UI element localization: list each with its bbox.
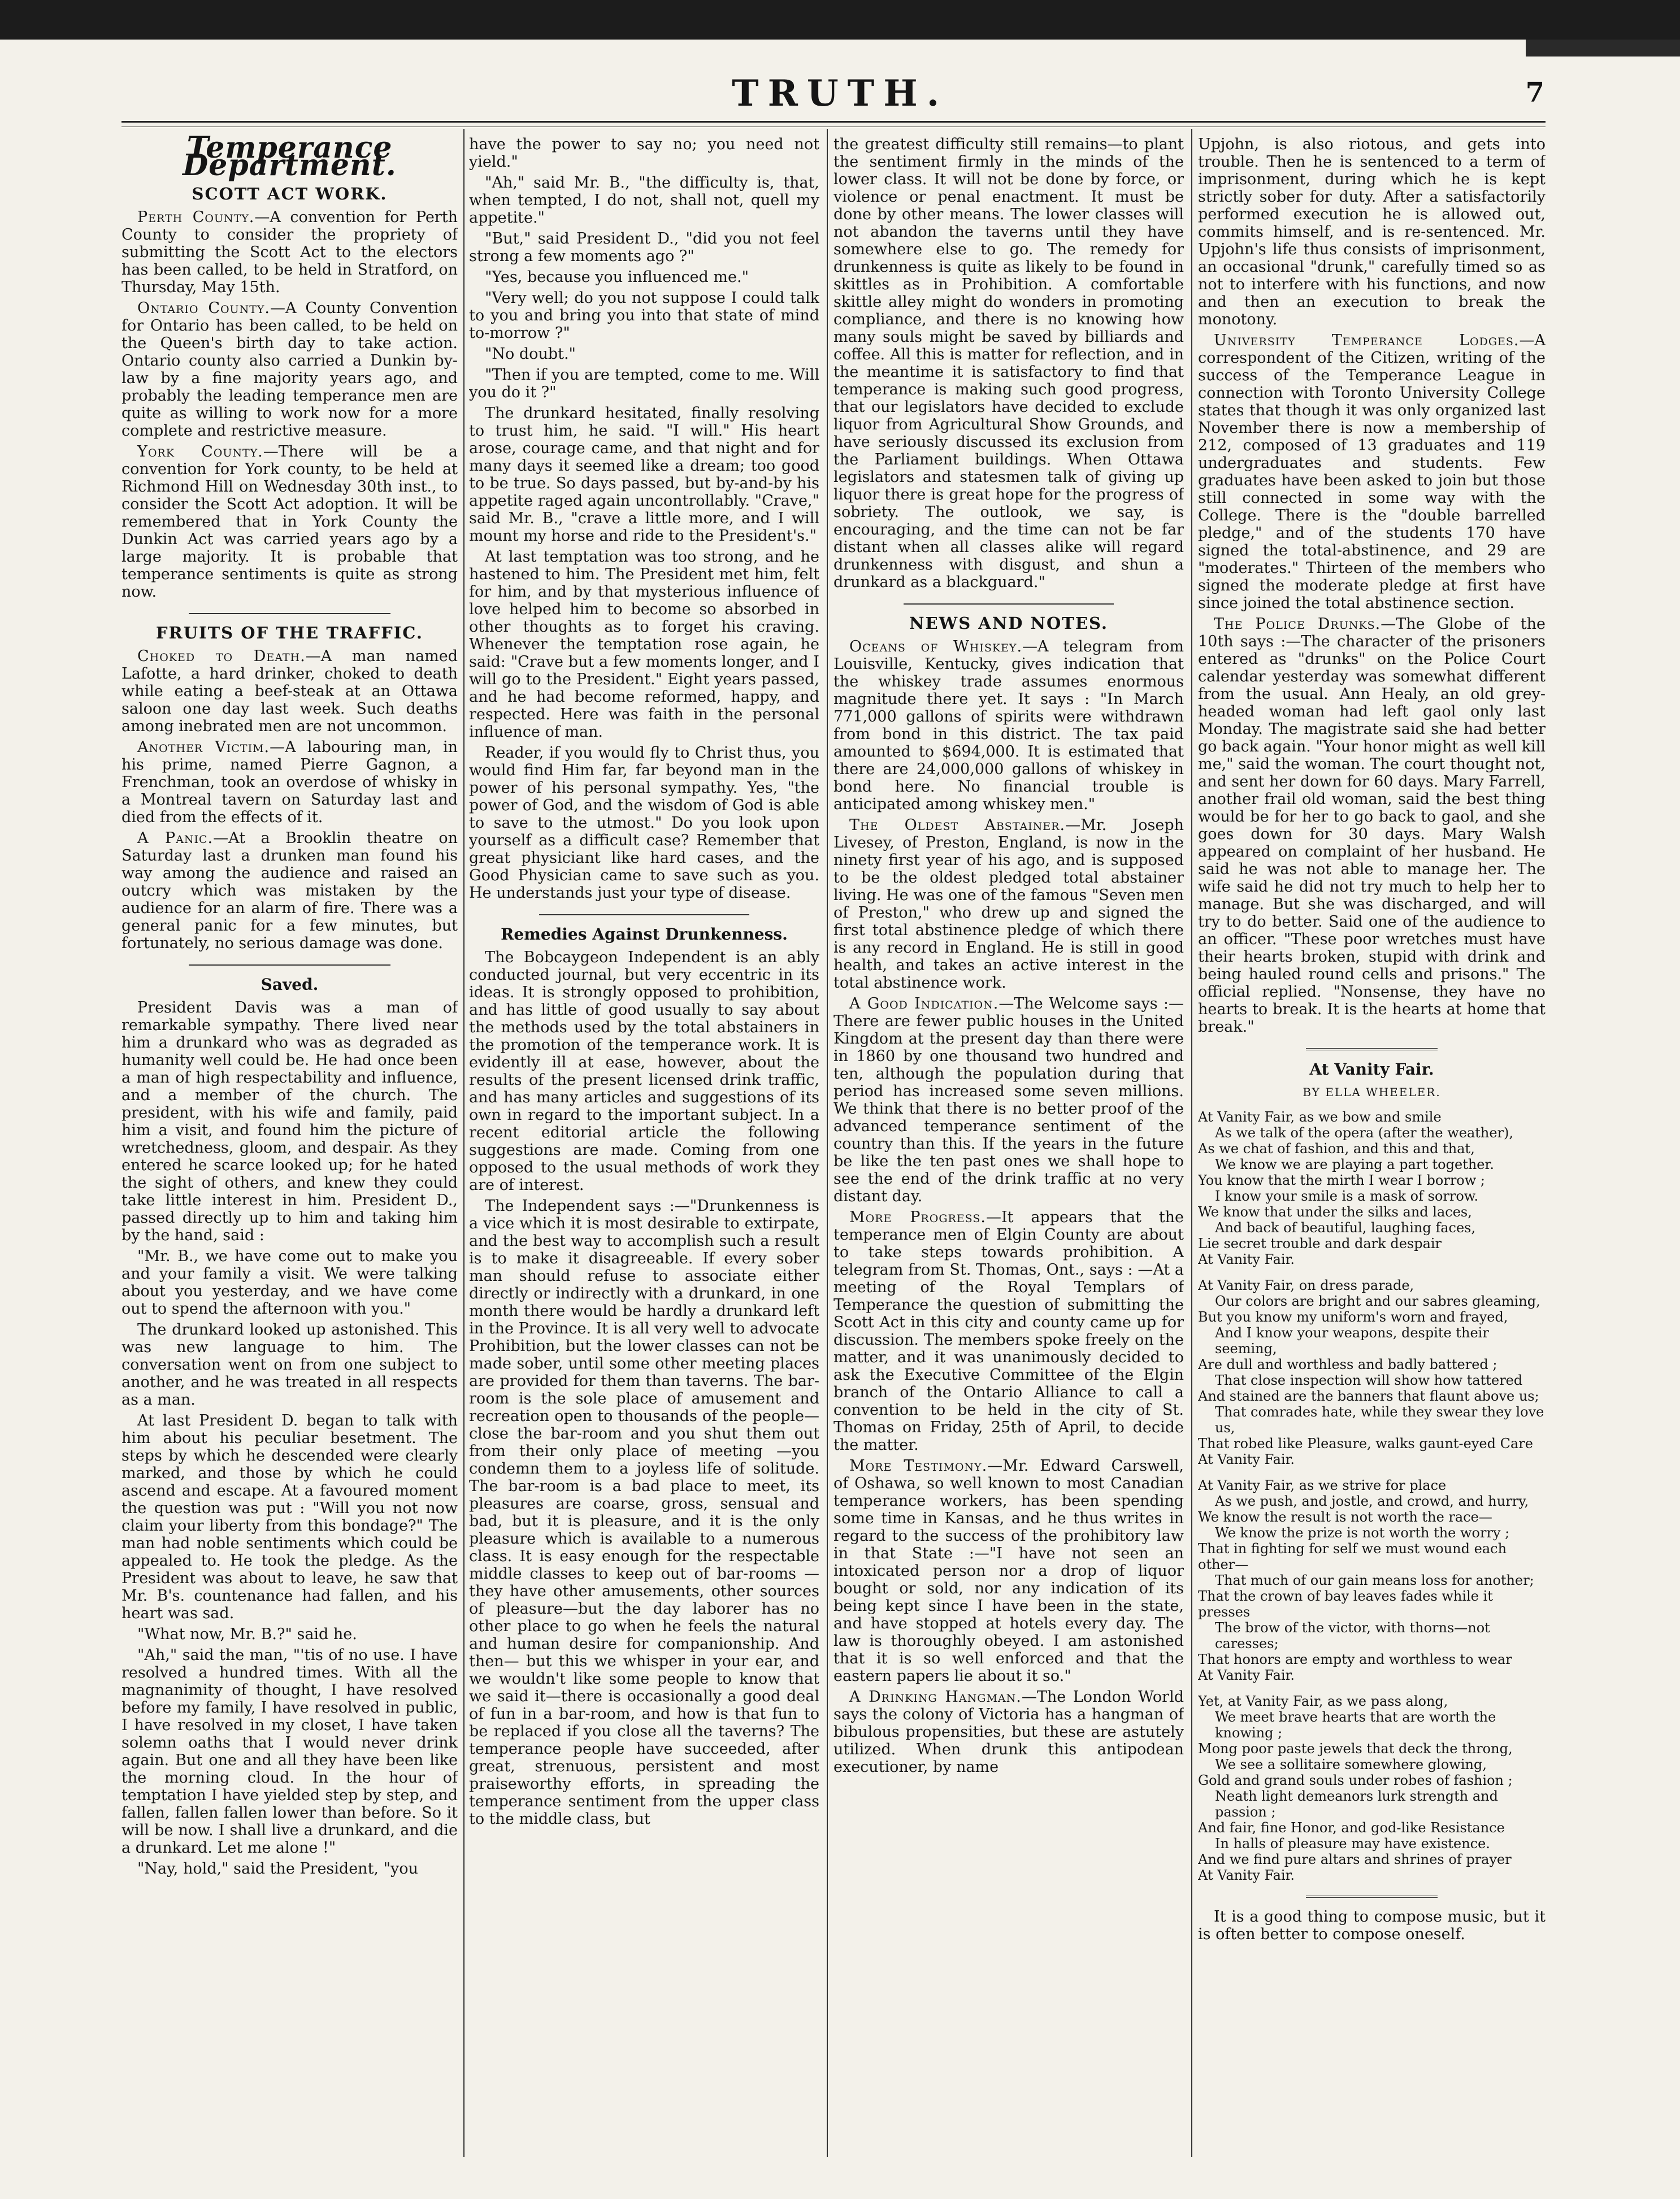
poem-line: We know we are playing a part together. <box>1215 1157 1494 1172</box>
column-divider <box>1191 129 1192 2157</box>
poem-line: We see a sollitaire somewhere glowing, <box>1215 1757 1487 1772</box>
poem-line: That much of our gain means loss for another; <box>1215 1572 1534 1588</box>
item-text: —A convention for Perth County to consider the propriety of submitting the Scott Act to the electors has been called, to be held in Stratford, on Thursday, May 15th. <box>121 208 458 296</box>
poem-byline: BY ELLA WHEELER. <box>1303 1085 1441 1099</box>
paragraph: Reader, if you would fly to Christ thus, you would find Him far, far beyond man in the power of his personal sympathy. Yes, "the power of God, and the wisdom of God is able to save to the utmost." Do you look upon yourself as a difficult case? Remember that great physiciant like hard cases, and the Good Physician came to save such as you. He understands just your type of disease. <box>469 744 819 902</box>
item-text: —A correspondent of the Citizen, writing of the success of the Temperance League in connection with Toronto University College states that though it was only organized last November there is now a membership of 212, composed of 13 graduates and 119 undergraduates and students. Few graduates have been asked to join but those still connected in some way with the College. There is the "double barrelled pledge," and of the students 170 have signed the total-abstinence, and 29 are "moderates." Thirteen of the members who signed the moderate pledge at first have since joined the total abstinence section. <box>1198 332 1546 612</box>
poem-line: Lie secret trouble and dark despair <box>1198 1236 1442 1251</box>
poem-line: At Vanity Fair. <box>1198 1867 1295 1883</box>
page-number: 7 <box>1525 77 1544 108</box>
column-divider <box>827 129 828 2157</box>
poem-line: At Vanity Fair, as we strive for place <box>1198 1477 1447 1493</box>
poem-title: At Vanity Fair. <box>1309 1060 1434 1079</box>
item-text: —The Welcome says :—There are fewer public houses in the United Kingdom at the present day than there were in 1860 by one thousand two hundred and ten, although the population during that period has increased some seven millions. We think that there is no better proof of the advanced temperance sentiment of the country than this. If the years in the future be like the ten past ones we shall hope to see the end of the drink traffic at no very distant day. <box>834 995 1184 1205</box>
item-lead: Ontario County. <box>137 299 270 317</box>
poem-line: We meet brave hearts that are worth the knowing ; <box>1215 1709 1496 1741</box>
paragraph: "What now, Mr. B.?" said he. <box>137 1626 357 1643</box>
poem-line: But you know my uniform's worn and frayed, <box>1198 1309 1508 1325</box>
poem-line: The brow of the victor, with thorns—not caresses; <box>1215 1620 1490 1652</box>
poem-line: We know the result is not worth the race— <box>1198 1509 1492 1525</box>
ornamental-separator <box>1306 1048 1438 1050</box>
column-4 <box>1198 136 1546 2153</box>
paragraph <box>834 638 1184 813</box>
poem-line: Yet, at Vanity Fair, as we pass along, <box>1198 1693 1448 1709</box>
item-lead: The Oldest Abstainer. <box>849 816 1066 834</box>
poem-line: And back of beautiful, laughing faces, <box>1215 1220 1476 1236</box>
section-heading: FRUITS OF THE TRAFFIC. <box>156 623 423 642</box>
paragraph: At last temptation was too strong, and he hastened to him. The President met him, felt for him, and by that mysterious influence of love helped him to become so absorbed in other thoughts as to forget his craving. Whenever the temptation rose again, he said: "Crave but a few moments longer, and I will go to the President." Eight years passed, and he had become reformed, happy, and respected. Here was faith in the personal influence of man. <box>469 548 819 741</box>
newspaper-title: TRUTH. <box>732 72 948 115</box>
paragraph: "Very well; do you not suppose I could talk to you and bring you into that state of mind to-morrow ?" <box>469 289 819 342</box>
paragraph: "Yes, because you influenced me." <box>485 268 749 286</box>
poem-line: That honors are empty and worthless to wear <box>1198 1652 1512 1667</box>
item-lead: York County. <box>137 443 263 460</box>
poem-line: And fair, fine Honor, and god-like Resistance <box>1198 1820 1505 1836</box>
column-1 <box>121 136 458 2153</box>
paragraph <box>121 829 458 952</box>
paragraph <box>834 1688 1184 1776</box>
item-text: —A man named Lafotte, a hard drinker, choked to death while eating a beef-steak at an Ottawa saloon one day last week. Such deaths among inebrated men are not uncommon. <box>121 647 458 735</box>
poem-line: As we talk of the opera (after the weather), <box>1215 1125 1514 1141</box>
poem-line: Neath light demeanors lurk strength and passion ; <box>1215 1788 1498 1820</box>
paragraph <box>121 208 458 296</box>
section-heading: SCOTT ACT WORK. <box>192 184 388 203</box>
poem-stanza <box>1198 1277 1546 1467</box>
poem-line: That robed like Pleasure, walks gaunt-eyed Care <box>1198 1436 1533 1451</box>
section-heading: NEWS AND NOTES. <box>909 614 1108 633</box>
paragraph <box>1198 332 1546 612</box>
item-text: —Mr. Joseph Livesey, of Preston, England, is now in the ninety first year of his ago, and is supposed to be the oldest pledged total abstainer living. He was one of the famous "Seven men of Preston," who drew up and signed the first total abstinence pledge of which there is any record in England. He is still in good health, and takes an active interest in the total abstinence work. <box>834 816 1184 992</box>
paragraph <box>834 816 1184 992</box>
scan-edge-shadow <box>1526 40 1680 57</box>
paragraph: The Independent says :—"Drunkenness is a vice which it is most desirable to extirpate, and the best way to accomplish such a result is to make it disagreeable. If every sober man should refuse to associate either directly or indirectly with a drunkard, in one month there would be hardly a drunkard left in the Province. It is all very well to advocate Prohibition, but the lower classes can not be made sober, until some other meeting places are provided for them than taverns. The bar-room is the sole place of amusement and recreation open to thousands of the people—close the bar-room and you shut them out from their only place of meeting —you condemn them to a joyless life of solitude. The bar-room is a bad place to meet, its pleasures are coarse, gross, sensual and bad, but it is pleasure, and it is the only pleasure which is available to a numerous class. It is easy enough for the respectable middle classes to keep out of bar-rooms — they have other amusements, other sources of pleasure—but the day laborer has no other place to go when he feels the natural and human desire for companionship. And then— but this we whisper in your ear, and we wouldn't like some people to know that we said it—there is occasionally a good deal of fun in a bar-room, and how is that fun to be replaced if you close all the taverns? The temperance people have succeeded, after great, strenuous, persistent and most praiseworthy efforts, in spreading the temperance sentiment from the upper class to the middle class, but <box>469 1197 819 1828</box>
paragraph: "Mr. B., we have come out to make you and your family a visit. We were talking about you yesterday, and we have come out to spend the afternoon with you." <box>121 1248 458 1318</box>
item-lead: Perth County. <box>137 208 255 226</box>
paragraph <box>121 299 458 440</box>
section-separator <box>539 914 749 915</box>
item-lead: Another Victim. <box>137 738 270 756</box>
paragraph <box>1198 615 1546 1036</box>
item-text: —A labouring man, in his prime, named Pierre Gagnon, a Frenchman, took an overdose of whisky in a Montreal tavern on Saturday last and died from the effects of it. <box>121 738 458 826</box>
paragraph: "No doubt." <box>485 345 576 363</box>
item-lead: A Drinking Hangman. <box>849 1688 1022 1706</box>
department-heading: Temperance Department. <box>183 136 397 182</box>
poem-line: That comrades hate, while they swear they love us, <box>1215 1404 1544 1436</box>
paragraph: Upjohn, is also riotous, and gets into trouble. Then he is sentenced to a term of imprisonment, during which he is kept strictly sober for duty. After a satisfactorily performed execution he is allowed out, commits himself, and is re-sentenced. Mr. Upjohn's life thus consists of imprisonment, an occasional "drunk," carefully timed so as not to interfere with his functions, and now and then an execution to break the monotony. <box>1198 136 1546 328</box>
poem-line: And stained are the banners that flaunt above us; <box>1198 1388 1539 1404</box>
poem-line: That in fighting for self we must wound each other— <box>1198 1541 1507 1572</box>
item-lead: The Police Drunks. <box>1214 615 1381 633</box>
poem-stanza <box>1198 1693 1546 1883</box>
poem-line: At Vanity Fair. <box>1198 1251 1295 1267</box>
paragraph: the greatest difficulty still remains—to plant the sentiment firmly in the minds of the lower class. It will not be done by force, or violence or penal enactment. It must be done by other means. The lower classes will not abandon the taverns until they have somewhere else to go. The remedy for drunkenness is quite as likely to be found in skittles as in Prohibition. A comfortable skittle alley might do wonders in promoting compliance, and there is no knowing how many souls might be saved by billiards and coffee. All this is matter for reflection, and in the meantime it is satisfactory to find that temperance is making such good progress, that our legislators have decided to exclude liquor from Agricultural Show Grounds, and have seriously discussed its exclusion from the Parliament buildings. When Ottawa legislators and statesmen talk of giving up liquor there is great hope for the progress of sobriety. The outlook, we say, is encouraging, and the time can not be far distant when all classes alike will regard drunkenness with disgust, and shun a drunkard as a blackguard." <box>834 136 1184 591</box>
item-text: —Mr. Edward Carswell, of Oshawa, so well known to most Canadian temperance workers, has been spending some time in Kansas, and he thus writes in regard to the success of the prohibitory law in that State :—"I have not seen an intoxicated person nor a drop of liquor bought or sold, nor any indication of its being kept since I have been in the state, and have stopped at hotels every day. The law is thoroughly obeyed. I am astonished that it is so well enforced and that the eastern papers lie about it so." <box>834 1457 1184 1685</box>
poem-line: Are dull and worthless and badly battered ; <box>1198 1357 1497 1372</box>
poem-line: That close inspection will show how tattered <box>1215 1372 1523 1388</box>
poem-line: I know your smile is a mask of sorrow. <box>1215 1188 1479 1204</box>
poem-line: In halls of pleasure may have existence. <box>1215 1836 1490 1852</box>
poem-line: Our colors are bright and our sabres gleaming, <box>1215 1293 1540 1309</box>
poem-line: At Vanity Fair. <box>1198 1667 1295 1683</box>
poem-line: And I know your weapons, despite their seeming, <box>1215 1325 1489 1357</box>
poem-line: You know that the mirth I wear I borrow ; <box>1198 1172 1486 1188</box>
item-text: —There will be a convention for York county, to be held at Richmond Hill on Wednesday 30th inst., to consider the Scott Act adoption. It will be remembered that in York County the Dunkin Act was carried years ago by a large majority. It is probable that temperance sentiments is quite as strong now. <box>121 443 458 601</box>
item-lead: Choked to Death. <box>137 647 306 665</box>
paragraph: The drunkard hesitated, finally resolving to trust him, he said. "I will." His heart arose, courage came, and that night and for many days it seemed like a dream; too good to be true. So days passed, but by-and-by his appetite raged again uncontrollably. "Crave," said Mr. B., "crave a little more, and I will mount my horse and ride to the President's." <box>469 405 819 545</box>
poem-line: We know that under the silks and laces, <box>1198 1204 1472 1220</box>
column-2 <box>469 136 819 2153</box>
item-text: —A telegram from Louisville, Kentucky, gives indication that the whiskey trade assumes enormous magnitude there yet. It says : "In March 771,000 gallons of spirits were withdrawn from bond in this district. The tax paid amounted to $694,000. It is estimated that there are 24,000,000 gallons of whiskey in bond here. No financial trouble is anticipated among whiskey men." <box>834 638 1184 813</box>
paragraph <box>834 1209 1184 1454</box>
section-separator <box>904 603 1114 605</box>
section-separator <box>189 964 390 966</box>
poem-line: We know the prize is not worth the worry ; <box>1215 1525 1510 1541</box>
poem-line: And we find pure altars and shrines of prayer <box>1198 1852 1512 1867</box>
item-text: —It appears that the temperance men of Elgin County are about to take steps towards prohibition. A telegram from St. Thomas, Ont., says : —At a meeting of the Royal Templars of Temperance the question of submitting the Scott Act in this city and county came up for discussion. The members spoke freely on the matter, and it was unanimously decided to ask the Executive Committee of the Elgin branch of the Ontario Alliance to call a convention to be held in the city of St. Thomas on Friday, 25th of April, to decide the matter. <box>834 1209 1184 1454</box>
paragraph: "But," said President D., "did you not feel strong a few moments ago ?" <box>469 230 819 265</box>
poem-line: That the crown of bay leaves fades while it presses <box>1198 1588 1493 1620</box>
paragraph <box>834 995 1184 1205</box>
item-lead: A Good Indication. <box>849 995 999 1012</box>
poem-line: As we chat of fashion, and this and that, <box>1198 1141 1475 1157</box>
paragraph <box>121 443 458 601</box>
poem-stanza <box>1198 1109 1546 1267</box>
poem-line: Gold and grand souls under robes of fashion ; <box>1198 1772 1513 1788</box>
scan-top-border <box>0 0 1680 40</box>
item-lead: A Panic. <box>137 829 214 847</box>
paragraph: "Then if you are tempted, come to me. Will you do it ?" <box>469 366 819 401</box>
poem-line: As we push, and jostle, and crowd, and hurry, <box>1215 1493 1529 1509</box>
poem-line: At Vanity Fair. <box>1198 1451 1295 1467</box>
item-lead: University Temperance Lodges. <box>1214 332 1520 349</box>
item-lead: More Testimony. <box>849 1457 988 1475</box>
masthead-rule <box>121 121 1546 123</box>
column-3 <box>834 136 1184 2153</box>
paragraph: At last President D. began to talk with him about his peculiar besetment. The steps by which he descended were clearly marked, and those by which he could ascend and escape. At a favoured moment the question was put : "Will you not now claim your liberty from this bondage?" The man had noble sentiments which could be appealed to. He took the pledge. As the President was about to leave, he saw that Mr. B's. countenance had fallen, and his heart was sad. <box>121 1412 458 1622</box>
paragraph: "Ah," said the man, "'tis of no use. I have resolved a hundred times. With all the magnanimity of thought, I have resolved before my family, I have resolved in public, I have resolved in my closet, I have taken solemn oaths that I would never drink again. But one and all they have been like the morning cloud. In the hour of temptation I have yielded step by step, and fallen, fallen fallen lower than before. So it will be now. I shall live a drunkard, and die a drunkard. Let me alone !" <box>121 1646 458 1857</box>
item-lead: More Progress. <box>849 1209 986 1226</box>
paragraph <box>121 647 458 735</box>
item-text: —The London World says the colony of Victoria has a hangman of bibulous propensities, but these are astutely utilized. When drunk this antipodean executioner, by name <box>834 1688 1184 1776</box>
paragraph <box>834 1457 1184 1685</box>
paragraph: have the power to say no; you need not yield." <box>469 136 819 171</box>
closing-paragraph: It is a good thing to compose music, but it is often better to compose oneself. <box>1198 1908 1546 1943</box>
paragraph: The Bobcaygeon Independent is an ably conducted journal, but very eccentric in its ideas. It is strongly opposed to prohibition, and has little of good usually to say about the methods used by the total abstainers in the promotion of the temperance work. It is evidently ill at ease, however, about the results of the present licensed drink traffic, and has many articles and suggestions of its own in regard to the important subject. In a recent editorial article the following suggestions are made. Coming from one opposed to the usual methods of work they are of interest. <box>469 949 819 1194</box>
poem-line: Mong poor paste jewels that deck the throng, <box>1198 1741 1513 1757</box>
item-text: —The Globe of the 10th says :—The character of the prisoners entered as "drunks" on the Police Court calendar yesterday was somewhat different from the usual. Ann Healy, an old grey-headed woman had left gaol only last Monday. The magistrate said she had better go back again. "Your honor might as well kill me," said the woman. The court thought not, and sent her down for 60 days. Mary Farrell, another frail old woman, said the best thing would be for her to go back to gaol, and she goes down for 30 days. Mary Walsh appeared on complaint of her husband. He said he was not able to manage her. The wife said he did not try much to help her to manage. But she was discharged, and will try to do better. Said one of the audience to an officer. "These poor wretches must have their hearts broken, stupid with drink and being hauled round cells and prisons." The official replied. "Nonsense, they have no hearts to break. It is the hearts at home that break." <box>1198 615 1546 1036</box>
poem-line: At Vanity Fair, on dress parade, <box>1198 1277 1414 1293</box>
paragraph: President Davis was a man of remarkable sympathy. There lived near him a drunkard who was as degraded as humanity well could be. He had once been a man of high respectability and influence, and a member of the church. The president, with his wife and family, paid him a visit, and found him the picture of wretchedness, gloom, and despair. As they entered he scarce looked up; for he hated the sight of others, and knew they could take little interest in him. President D., passed directly up to him and taking him by the hand, said : <box>121 999 458 1244</box>
section-separator <box>189 613 390 614</box>
poem-stanza <box>1198 1477 1546 1683</box>
item-text: —A County Convention for Ontario has been called, to be held on the Queen's birth day to take action. Ontario county also carried a Dunkin by-law by a fine majority years ago, and probably the leading temperance men are quite as willing to work now for a more complete and restrictive measure. <box>121 299 458 440</box>
item-text: —At a Brooklin theatre on Saturday last a drunken man found his way among the audience and raised an outcry which was mistaken by the audience for an alarm of fire. There was a general panic for a few minutes, but fortunately, no serious damage was done. <box>121 829 458 952</box>
paragraph: "Nay, hold," said the President, "you <box>137 1860 418 1878</box>
item-lead: Oceans of Whiskey. <box>849 638 1023 655</box>
masthead <box>0 67 1680 118</box>
section-heading: Saved. <box>261 975 319 994</box>
ornamental-separator <box>1306 1896 1438 1898</box>
paragraph <box>121 738 458 826</box>
paragraph: The drunkard looked up astonished. This was new language to him. The conversation went on from one subject to another, and he was treated in all respects as a man. <box>121 1321 458 1409</box>
poem-line: At Vanity Fair, as we bow and smile <box>1198 1109 1442 1125</box>
paragraph: "Ah," said Mr. B., "the difficulty is, that, when tempted, I do not, shall not, quell my appetite." <box>469 174 819 227</box>
section-heading: Remedies Against Drunkenness. <box>501 925 788 944</box>
column-divider <box>463 129 465 2157</box>
